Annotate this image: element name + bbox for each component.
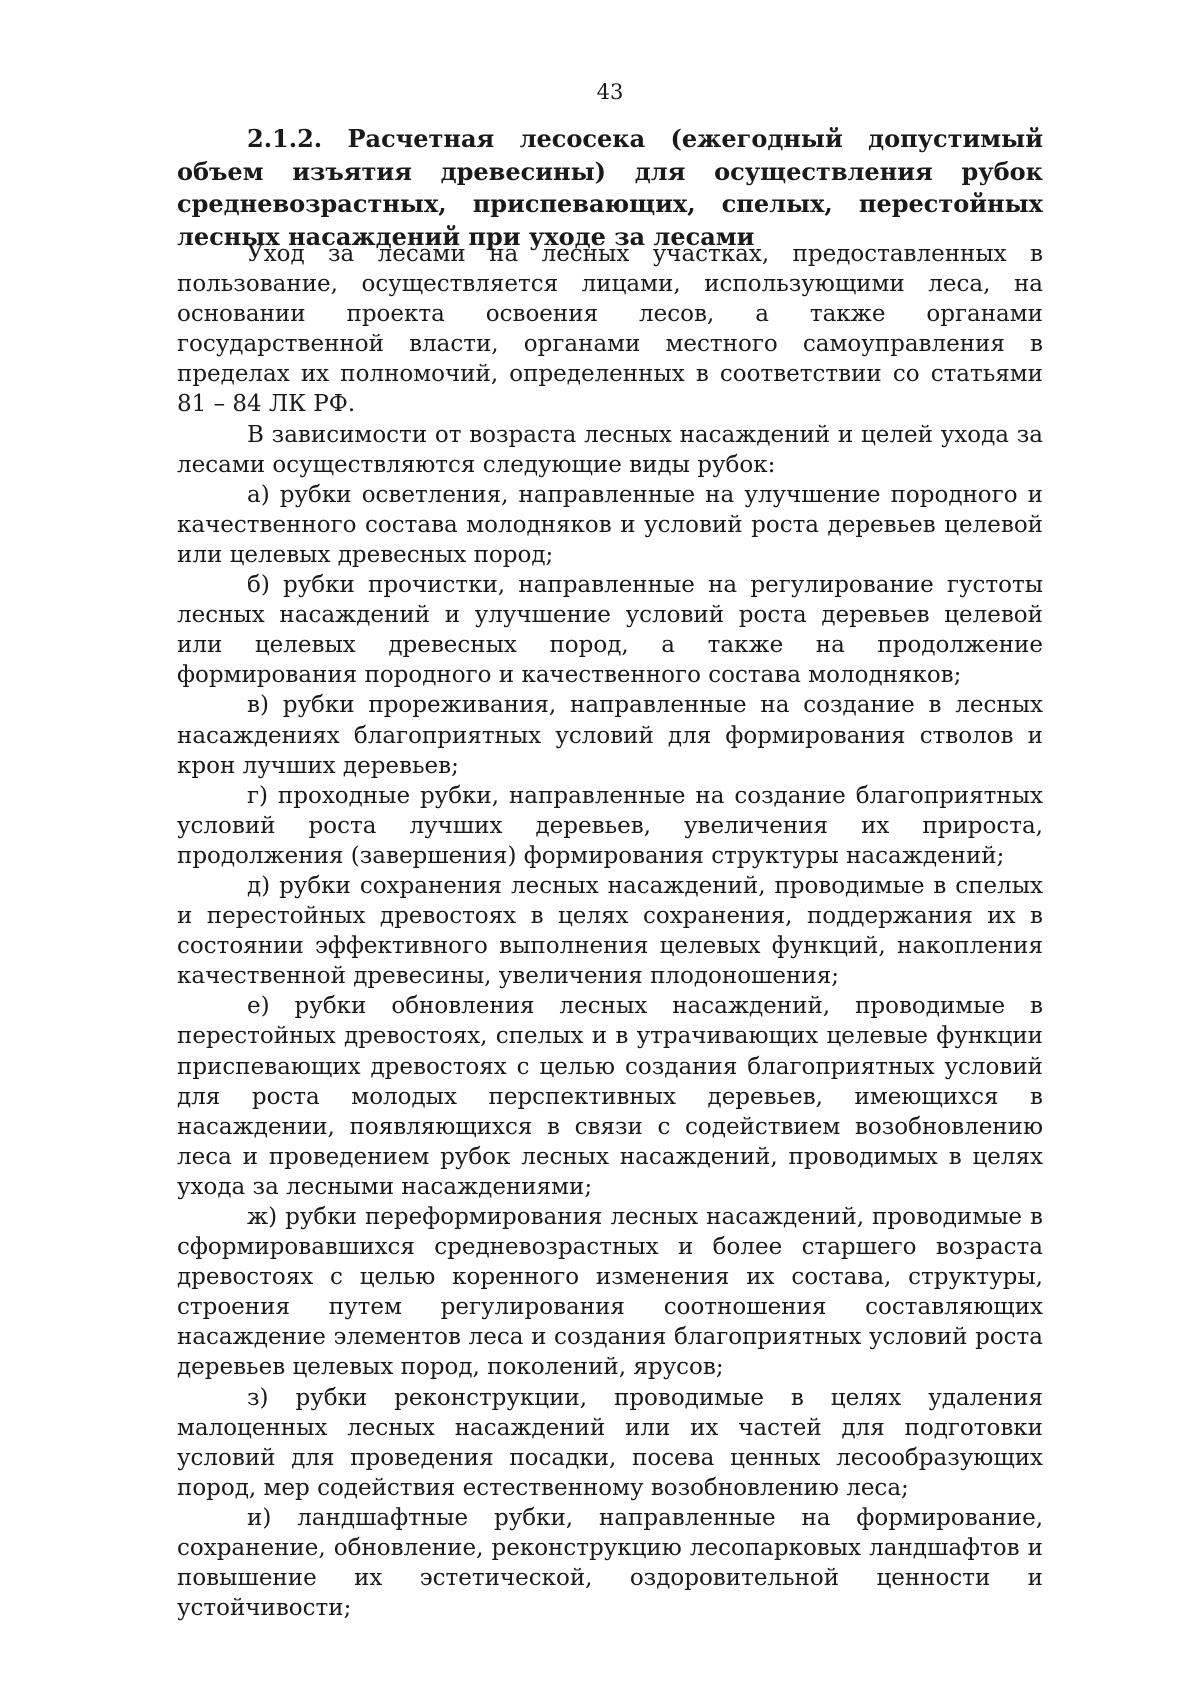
list-item-z: з) рубки реконструкции, проводимые в целях удаления малоценных лесных насаждений или их частей для подготовки условий для проведения посадки, посева ценных лесообразующих пород, мер содействия естественному возобновлению леса;	[177, 1384, 1043, 1501]
list-item-zh: ж) рубки переформирования лесных насаждений, проводимые в сформировавшихся средневозрастных и более старшего возраста древостоях с целью коренного изменения их состава, структуры, строения путем регулирования соотношения составляющих насаждение элементов леса и создания благоприятных условий роста деревьев целевых пород, поколений, ярусов;	[177, 1204, 1043, 1381]
list-item-v: в) рубки прореживания, направленные на создание в лесных насаждениях благоприятных условий для формирования стволов и крон лучших деревьев;	[177, 692, 1043, 779]
list-item-i: и) ландшафтные рубки, направленные на формирование, сохранение, обновление, реконструкцию лесопарковых ландшафтов и повышение их эстетической, оздоровительной ценности и устойчивости;	[177, 1504, 1043, 1622]
document-page	[177, 0, 1043, 1687]
list-item-e: е) рубки обновления лесных насаждений, проводимые в перестойных древостоях, спелых и в утрачивающих целевые функции приспевающих древостоях с целью создания благоприятных условий для роста молодых перспективных деревьев, имеющихся в насаждении, появляющихся в связи с содействием возобновлению леса и проведением рубок лесных насаждений, проводимых в целях ухода за лесными насаждениями;	[177, 993, 1043, 1200]
page-number: 43	[596, 80, 624, 104]
section-heading: 2.1.2. Расчетная лесосека (ежегодный допустимый объем изъятия древесины) для осуществления рубок средневозрастных, приспевающих, спелых, перестойных лесных насаждений при уходе за лесами	[177, 124, 1043, 251]
document-body	[177, 239, 1043, 1623]
list-item-d: д) рубки сохранения лесных насаждений, проводимые в спелых и перестойных древостоях в целях сохранения, поддержания их в состоянии эффективного выполнения целевых функций, накопления качественной древесины, увеличения плодоношения;	[177, 872, 1043, 990]
list-item-b: б) рубки прочистки, направленные на регулирование густоты лесных насаждений и улучшение условий роста деревьев целевой или целевых древесных пород, а также на продолжение формирования породного и качественного состава молодняков;	[177, 572, 1043, 689]
paragraph-types-intro: В зависимости от возраста лесных насаждений и целей ухода за лесами осуществляются следующие виды рубок:	[177, 421, 1043, 478]
list-item-a: а) рубки осветления, направленные на улучшение породного и качественного состава молодняков и условий роста деревьев целевой или целевых древесных пород;	[177, 481, 1043, 568]
paragraph-intro: Уход за лесами на лесных участках, предоставленных в пользование, осуществляется лицами, использующими леса, на основании проекта освоения лесов, а также органами государственной власти, органами местного самоуправления в пределах их полномочий, определенных в соответствии со статьями 81 – 84 ЛК РФ.	[177, 241, 1043, 418]
list-item-g: г) проходные рубки, направленные на создание благоприятных условий роста лучших деревьев, увеличения их прироста, продолжения (завершения) формирования структуры насаждений;	[177, 782, 1043, 869]
